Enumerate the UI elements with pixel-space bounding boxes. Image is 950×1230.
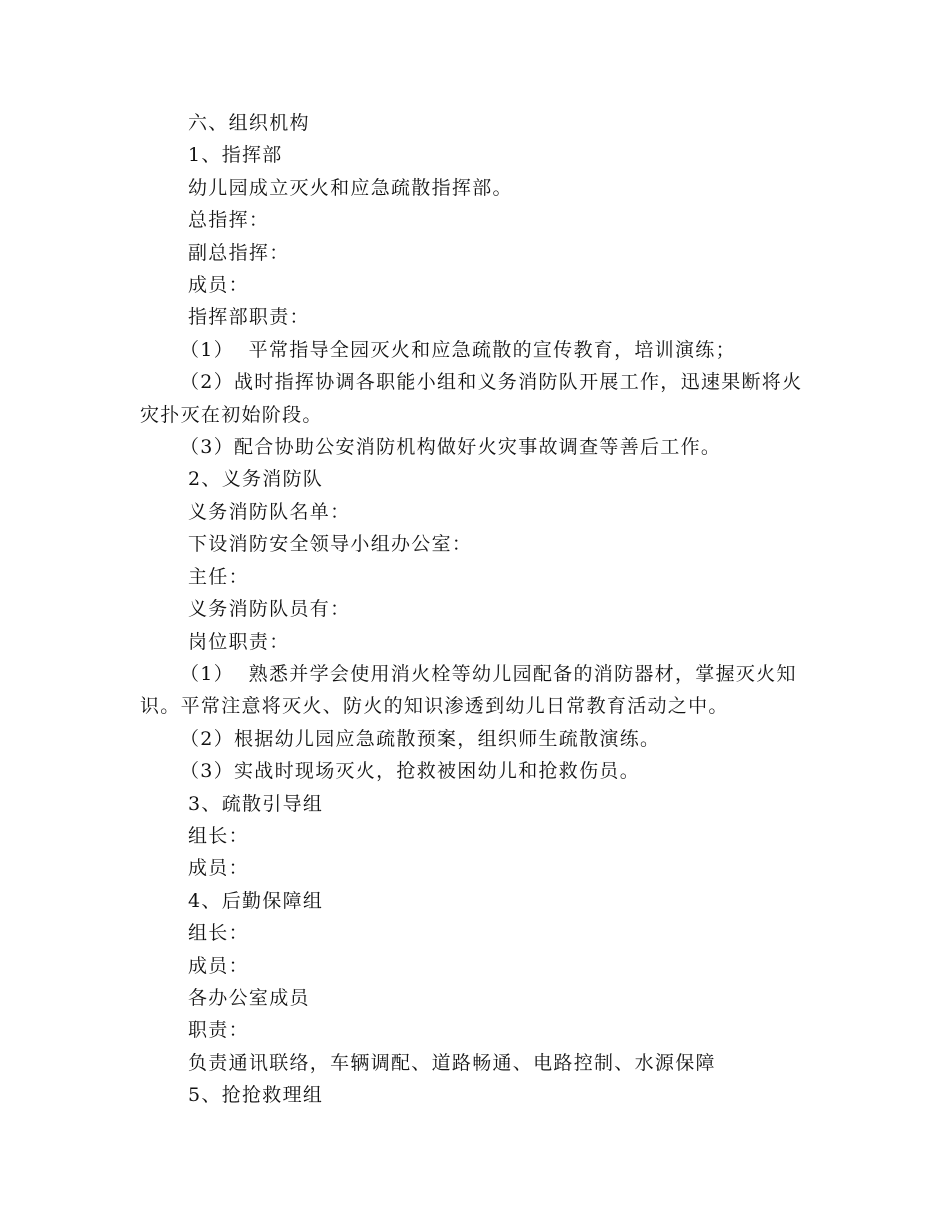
subsection-heading: 5、抢抢救理组 <box>188 1084 324 1107</box>
field-label: 成员： <box>188 274 249 297</box>
duty-item: （1） 熟悉并学会使用消火栓等幼儿园配备的消防器材，掌握灭火知识。平常注意将灭火、防火的知识渗透到幼儿日常教育活动之中。 <box>140 662 797 718</box>
duty-item: （2）根据幼儿园应急疏散预案，组织师生疏散演练。 <box>180 727 661 750</box>
field-label: 指挥部职责： <box>188 306 310 329</box>
subsection-heading: 2、义务消防队 <box>188 468 324 491</box>
field-label: 主任： <box>188 565 249 588</box>
field-label: 组长： <box>188 922 249 945</box>
field-label: 总指挥： <box>188 209 270 232</box>
paragraph: 负责通讯联络，车辆调配、道路畅通、电路控制、水源保障 <box>188 1051 716 1074</box>
field-label: 岗位职责： <box>188 630 290 653</box>
field-label: 义务消防队员有： <box>188 598 351 621</box>
subsection-heading: 3、疏散引导组 <box>188 792 324 815</box>
subsection-heading: 1、指挥部 <box>188 144 283 167</box>
section-heading: 六、组织机构 <box>188 112 310 134</box>
field-label: 组长： <box>188 824 249 847</box>
duty-item: （3）配合协助公安消防机构做好火灾事故调查等善后工作。 <box>180 436 722 459</box>
field-label: 义务消防队名单： <box>188 500 351 523</box>
field-label: 下设消防安全领导小组办公室： <box>188 533 473 556</box>
document-body <box>140 107 810 1112</box>
paragraph: 幼儿园成立灭火和应急疏散指挥部。 <box>188 176 513 199</box>
field-label: 成员： <box>188 954 249 977</box>
field-label: 副总指挥： <box>188 241 290 264</box>
duty-item: （2）战时指挥协调各职能小组和义务消防队开展工作，迅速果断将火灾扑灭在初始阶段。 <box>140 371 803 426</box>
paragraph: 各办公室成员 <box>188 986 310 1009</box>
field-label: 成员： <box>188 857 249 880</box>
duty-item: （1） 平常指导全园灭火和应急疏散的宣传教育，培训演练； <box>180 338 736 361</box>
subsection-heading: 4、后勤保障组 <box>188 889 324 912</box>
duty-item: （3）实战时现场灭火，抢救被困幼儿和抢救伤员。 <box>180 760 640 783</box>
field-label: 职责： <box>188 1019 249 1042</box>
